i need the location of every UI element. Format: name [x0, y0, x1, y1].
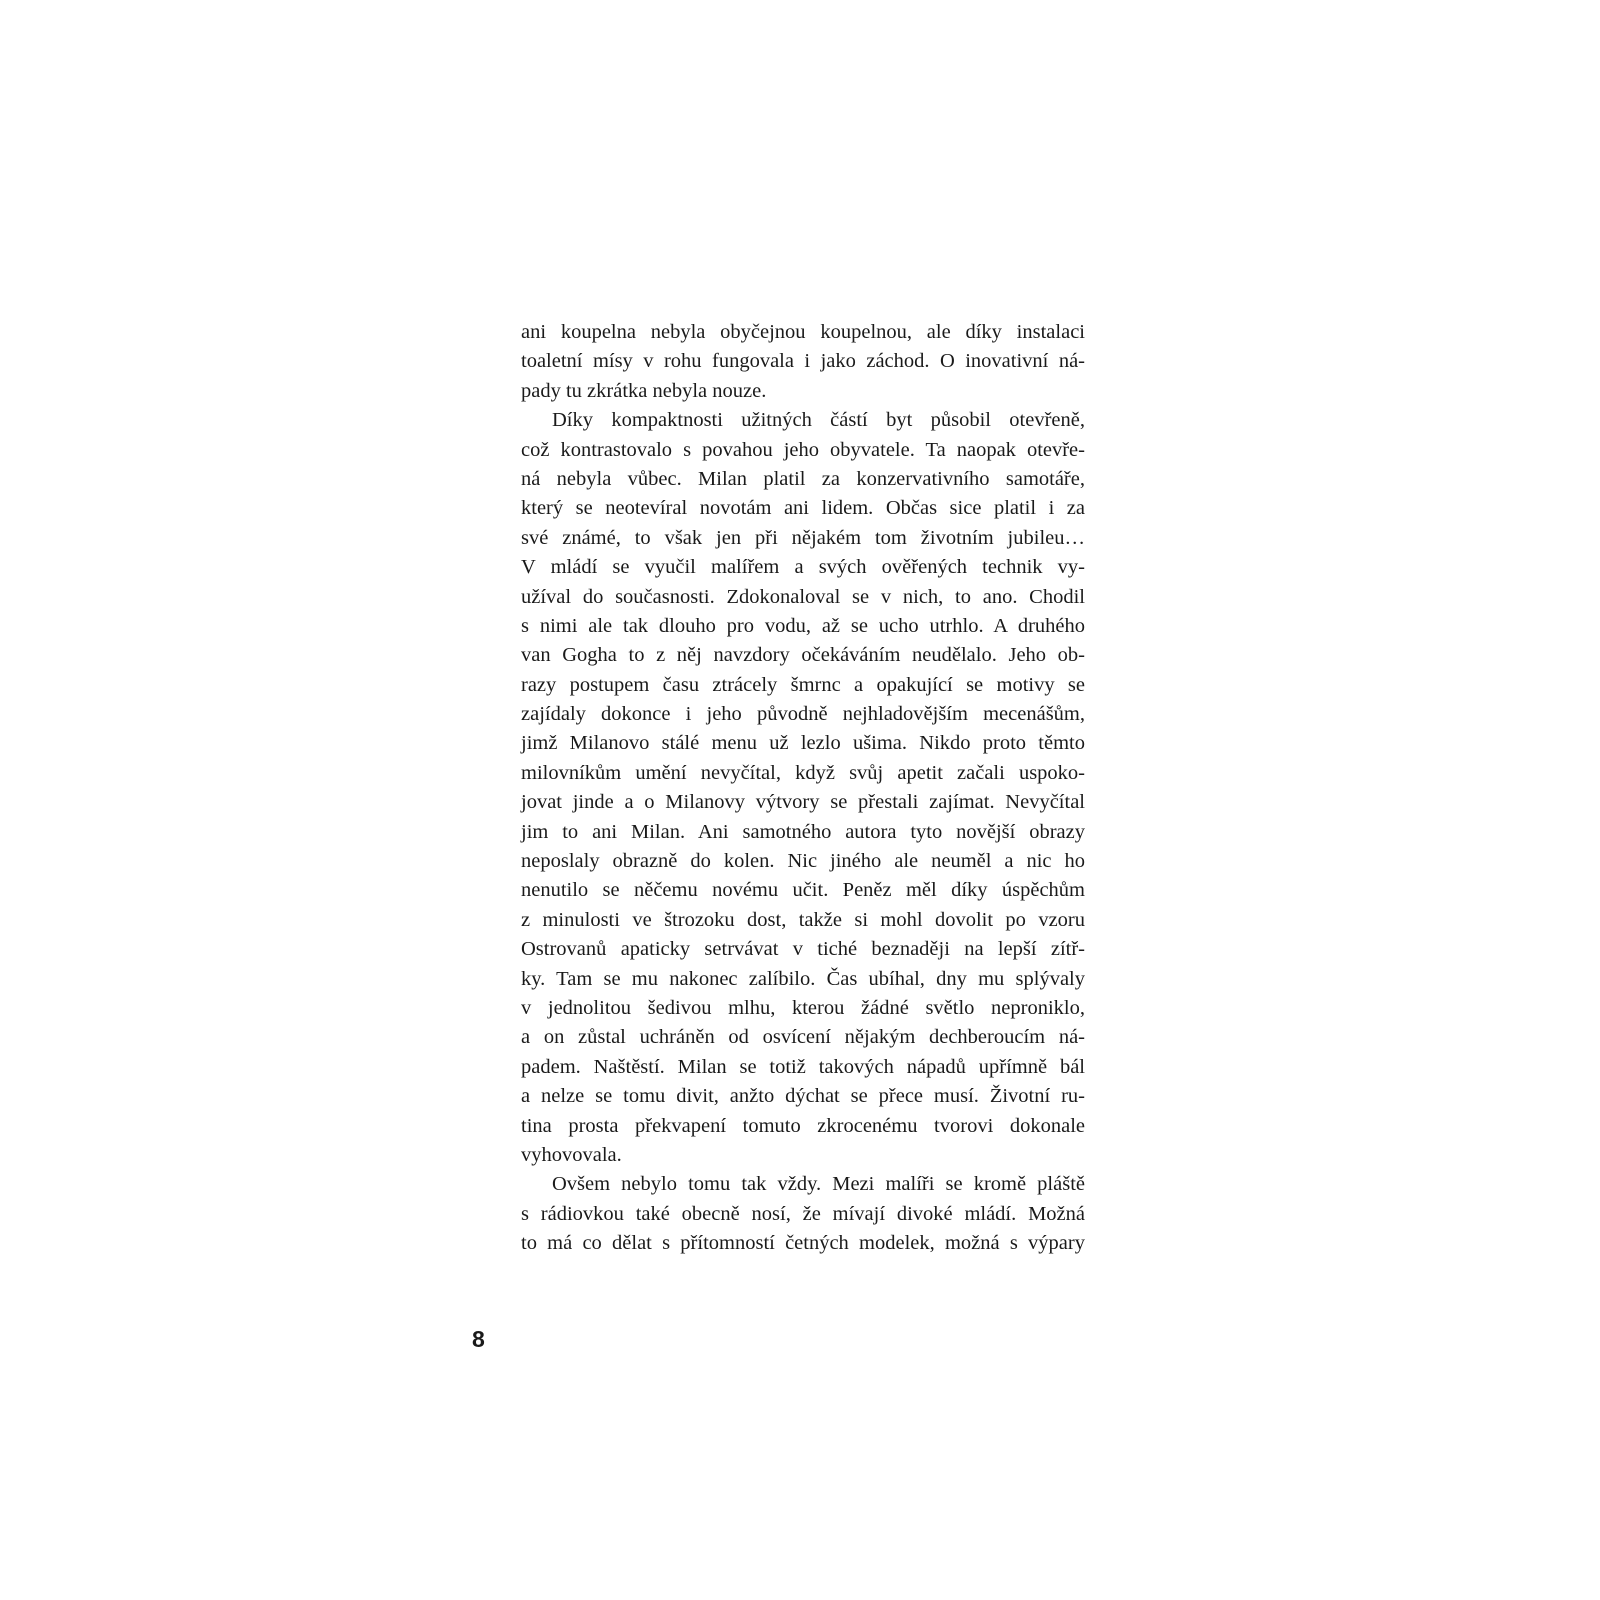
text-line: v jednolitou šedivou mlhu, kterou žádné světlo neproniklo, [521, 996, 1085, 1019]
text-line: své známé, to však jen při nějakém tom životním jubileu… [521, 526, 1085, 549]
text-line: Díky kompaktnosti užitných částí byt působil otevřeně, [552, 409, 1085, 432]
text-line: razy postupem času ztrácely šmrnc a opakující se motivy se [521, 673, 1085, 696]
text-line: ani koupelna nebyla obyčejnou koupelnou, ale díky instalaci [521, 321, 1085, 343]
text-line: vyhovovala. [521, 1143, 622, 1166]
body-text [521, 318, 1085, 1259]
text-line: jim to ani Milan. Ani samotného autora tyto novější obrazy [521, 820, 1085, 843]
text-line: s rádiovkou také obecně nosí, že mívají divoké mládí. Možná [521, 1202, 1085, 1225]
text-line: zajídaly dokonce i jeho původně nejhladovějším mecenášům, [521, 703, 1085, 726]
text-line: nenutilo se něčemu novému učit. Peněz měl díky úspěchům [521, 879, 1085, 902]
text-line: toaletní mísy v rohu fungovala i jako záchod. O inovativní ná- [521, 350, 1085, 373]
text-line: jovat jinde a o Milanovy výtvory se přestali zajímat. Nevyčítal [521, 791, 1085, 814]
text-line: padem. Naštěstí. Milan se totiž takových nápadů upřímně bál [521, 1055, 1085, 1078]
text-line: a nelze se tomu divit, anžto dýchat se přece musí. Životní ru- [521, 1085, 1085, 1108]
text-line: což kontrastovalo s povahou jeho obyvatele. Ta naopak otevře- [521, 438, 1085, 461]
paragraph [521, 1170, 1085, 1258]
text-line: Ostrovanů apaticky setrvávat v tiché beznaději na lepší zítř- [521, 938, 1085, 961]
text-line: V mládí se vyučil malířem a svých ověřených technik vy- [521, 556, 1085, 579]
paragraph [521, 406, 1085, 1170]
text-line: užíval do současnosti. Zdokonaloval se v nich, to ano. Chodil [521, 585, 1085, 608]
text-line: van Gogha to z něj navzdory očekáváním neudělalo. Jeho ob- [521, 644, 1085, 667]
text-line: neposlaly obrazně do kolen. Nic jiného ale neuměl a nic ho [521, 850, 1085, 873]
text-line: z minulosti ve štrozoku dost, takže si mohl dovolit po vzoru [521, 908, 1085, 931]
paragraph [521, 318, 1085, 406]
text-line: a on zůstal uchráněn od osvícení nějakým dechberoucím ná- [521, 1026, 1085, 1049]
page-number: 8 [472, 1326, 485, 1352]
text-line: s nimi ale tak dlouho pro vodu, až se ucho utrhlo. A druhého [521, 614, 1085, 637]
text-line: ky. Tam se mu nakonec zalíbilo. Čas ubíhal, dny mu splývaly [521, 967, 1085, 990]
text-line: ná nebyla vůbec. Milan platil za konzervativního samotáře, [521, 467, 1085, 490]
text-line: jimž Milanovo stálé menu už lezlo ušima. Nikdo proto těmto [521, 732, 1085, 755]
text-line: který se neotevíral novotám ani lidem. Občas sice platil i za [521, 497, 1085, 520]
text-line: pady tu zkrátka nebyla nouze. [521, 379, 767, 402]
text-line: to má co dělat s přítomností četných modelek, možná s výpary [521, 1232, 1085, 1255]
text-line: tina prosta překvapení tomuto zkrocenému tvorovi dokonale [521, 1114, 1085, 1137]
text-line: Ovšem nebylo tomu tak vždy. Mezi malíři se kromě pláště [552, 1173, 1085, 1196]
text-line: milovníkům umění nevyčítal, když svůj apetit začali uspoko- [521, 761, 1085, 784]
